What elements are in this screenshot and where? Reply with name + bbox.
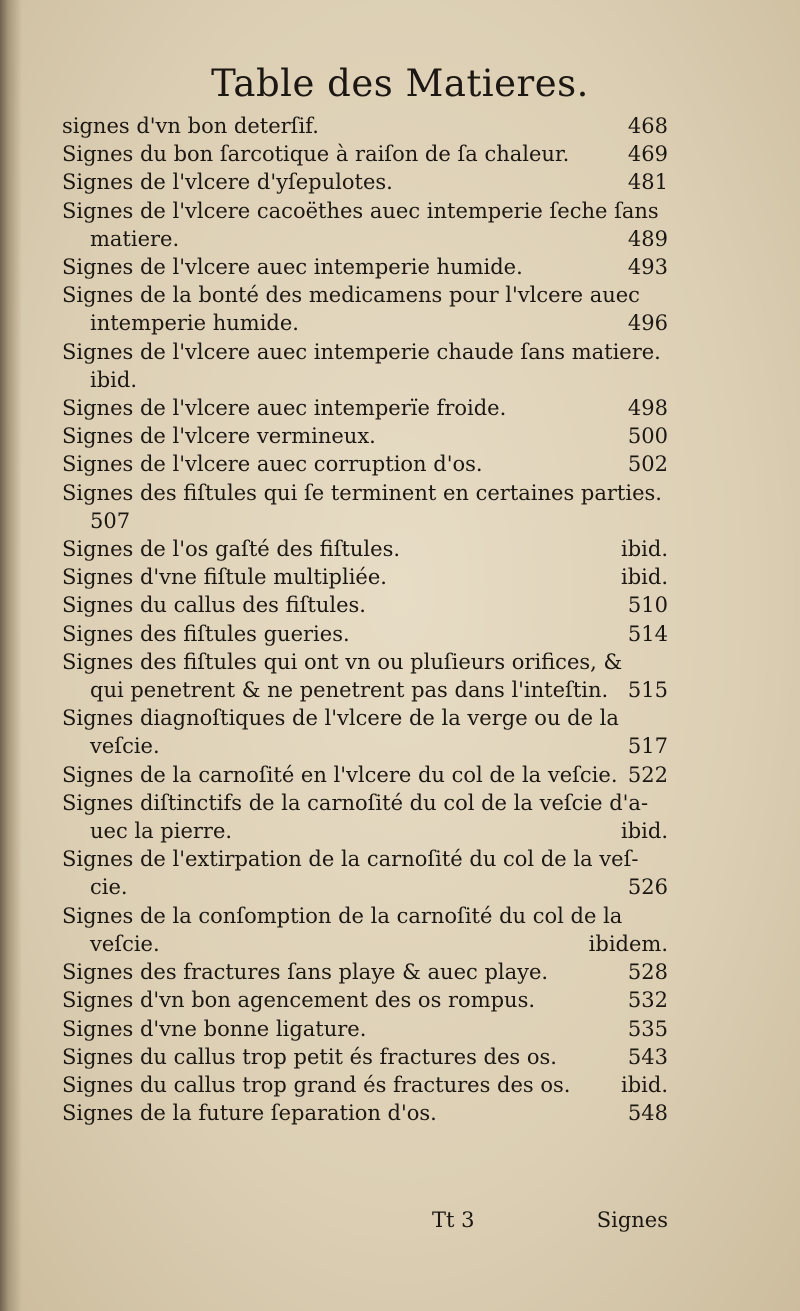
entry-text: Signes des fractures ſans playe & auec playe. xyxy=(62,960,549,985)
entry-text-continued: ibid. xyxy=(90,367,137,392)
index-entry xyxy=(62,845,668,901)
entry-text: Signes diagnoſtiques de l'vlcere de la verge ou de la xyxy=(62,706,619,731)
entry-text: Signes des fiſtules qui ſe terminent en certaines parties. xyxy=(62,480,662,505)
entry-page-number: 532 xyxy=(627,988,668,1013)
entry-page-number: 510 xyxy=(627,593,668,618)
entry-text: Signes de l'vlcere auec intemperie chaude ſans matiere. xyxy=(62,339,661,364)
entry-text: Signes du callus trop grand és fractures des os. xyxy=(62,1072,571,1097)
index-entry xyxy=(62,535,668,563)
entry-text-continued: veſcie. xyxy=(90,931,160,956)
index-entry xyxy=(62,479,668,535)
entry-text: Signes d'vne bonne ligature. xyxy=(62,1016,367,1041)
index-entry xyxy=(62,281,668,337)
entry-page-number: ibid. xyxy=(621,565,668,590)
entry-page-number: ibid. xyxy=(621,537,668,562)
entry-text: Signes d'vn bon agencement des os rompus. xyxy=(62,988,536,1013)
index-entry xyxy=(62,761,668,789)
catchword: Signes xyxy=(596,1208,668,1232)
entry-text: Signes de l'vlcere auec corruption d'os. xyxy=(62,452,483,477)
entry-text: Signes de l'vlcere cacoëthes auec intemperie ſeche ſans xyxy=(62,198,659,223)
entry-page-number: 493 xyxy=(627,255,668,280)
entry-text-continued: intemperie humide. xyxy=(90,311,299,336)
index-entry xyxy=(62,986,668,1014)
index-entry xyxy=(62,338,668,394)
entry-text: Signes de l'extirpation de la carnoſité du col de la veſ- xyxy=(62,847,639,872)
index-entry xyxy=(62,112,668,140)
entry-page-number: ibidem. xyxy=(588,931,668,956)
entry-text: Signes de la bonté des medicamens pour l'vlcere auec xyxy=(62,283,640,308)
index-entry xyxy=(62,789,668,845)
index-entry xyxy=(62,620,668,648)
entry-text: Signes de l'vlcere vermineux. xyxy=(62,424,376,449)
entry-text: Signes de l'os gaſté des fiſtules. xyxy=(62,537,401,562)
page-title: Table des Matieres. xyxy=(211,62,589,105)
index-entry xyxy=(62,958,668,986)
entry-text-continued: qui penetrent & ne penetrent pas dans l'inteſtin. xyxy=(90,678,609,703)
index-entry-list xyxy=(62,112,668,1127)
entry-page-number: 514 xyxy=(627,621,668,646)
entry-text-continued: uec la pierre. xyxy=(90,819,233,844)
entry-page-number: 543 xyxy=(627,1044,668,1069)
index-entry xyxy=(62,1071,668,1099)
index-entry xyxy=(62,591,668,619)
entry-page-number: 528 xyxy=(627,960,668,985)
signature-mark: Tt 3 xyxy=(432,1208,475,1232)
entry-page-number: 526 xyxy=(627,875,668,900)
entry-page-number: 522 xyxy=(627,762,668,787)
page-gutter-shadow xyxy=(0,0,22,1311)
entry-page-number: 548 xyxy=(627,1101,668,1126)
entry-page-number: 496 xyxy=(627,311,668,336)
page-footer xyxy=(0,1206,800,1236)
entry-page-number: 481 xyxy=(627,170,668,195)
entry-text-continued: 507 xyxy=(90,508,131,533)
entry-text: Signes de l'vlcere auec intemperie humide. xyxy=(62,255,523,280)
entry-text-continued: cie. xyxy=(90,875,128,900)
entry-page-number: 502 xyxy=(627,452,668,477)
index-entry xyxy=(62,394,668,422)
entry-text: Signes du callus des fiſtules. xyxy=(62,593,366,618)
index-entry xyxy=(62,450,668,478)
entry-text: Signes du callus trop petit és fractures des os. xyxy=(62,1044,557,1069)
entry-text: Signes d'vne fiſtule multipliée. xyxy=(62,565,387,590)
entry-page-number: 468 xyxy=(627,114,668,138)
entry-page-number: 515 xyxy=(627,678,668,703)
entry-text: Signes diſtinctifs de la carnoſité du col de la veſcie d'a- xyxy=(62,790,649,815)
index-entry xyxy=(62,648,668,704)
index-entry xyxy=(62,253,668,281)
index-entry xyxy=(62,1015,668,1043)
entry-page-number: 500 xyxy=(627,424,668,449)
index-entry xyxy=(62,1099,668,1127)
entry-text: signes d'vn bon deterſif. xyxy=(62,114,319,138)
index-entry xyxy=(62,197,668,253)
index-entry xyxy=(62,902,668,958)
entry-page-number: 498 xyxy=(627,396,668,421)
index-entry xyxy=(62,563,668,591)
entry-text-continued: matiere. xyxy=(90,226,180,251)
entry-page-number: 517 xyxy=(627,734,668,759)
entry-text: Signes du bon ſarcotique à raiſon de ſa chaleur. xyxy=(62,142,570,167)
index-entry xyxy=(62,1043,668,1071)
entry-text-continued: veſcie. xyxy=(90,734,160,759)
entry-text: Signes de la future ſeparation d'os. xyxy=(62,1101,437,1126)
entry-page-number: 489 xyxy=(627,226,668,251)
index-entry xyxy=(62,168,668,196)
entry-page-number: ibid. xyxy=(621,819,668,844)
entry-text: Signes de l'vlcere auec intemperïe froide. xyxy=(62,396,507,421)
index-entry xyxy=(62,704,668,760)
entry-page-number: 535 xyxy=(627,1016,668,1041)
entry-page-number: ibid. xyxy=(621,1072,668,1097)
entry-page-number: 469 xyxy=(627,142,668,167)
entry-text: Signes des fiſtules qui ont vn ou pluſieurs orifices, & xyxy=(62,649,623,674)
index-entry xyxy=(62,422,668,450)
index-entry xyxy=(62,140,668,168)
entry-text: Signes de la conſomption de la carnoſité du col de la xyxy=(62,903,623,928)
entry-text: Signes de la carnoſité en l'vlcere du col de la veſcie. xyxy=(62,762,618,787)
entry-text: Signes de l'vlcere d'yſepulotes. xyxy=(62,170,393,195)
entry-text: Signes des fiſtules gueries. xyxy=(62,621,350,646)
